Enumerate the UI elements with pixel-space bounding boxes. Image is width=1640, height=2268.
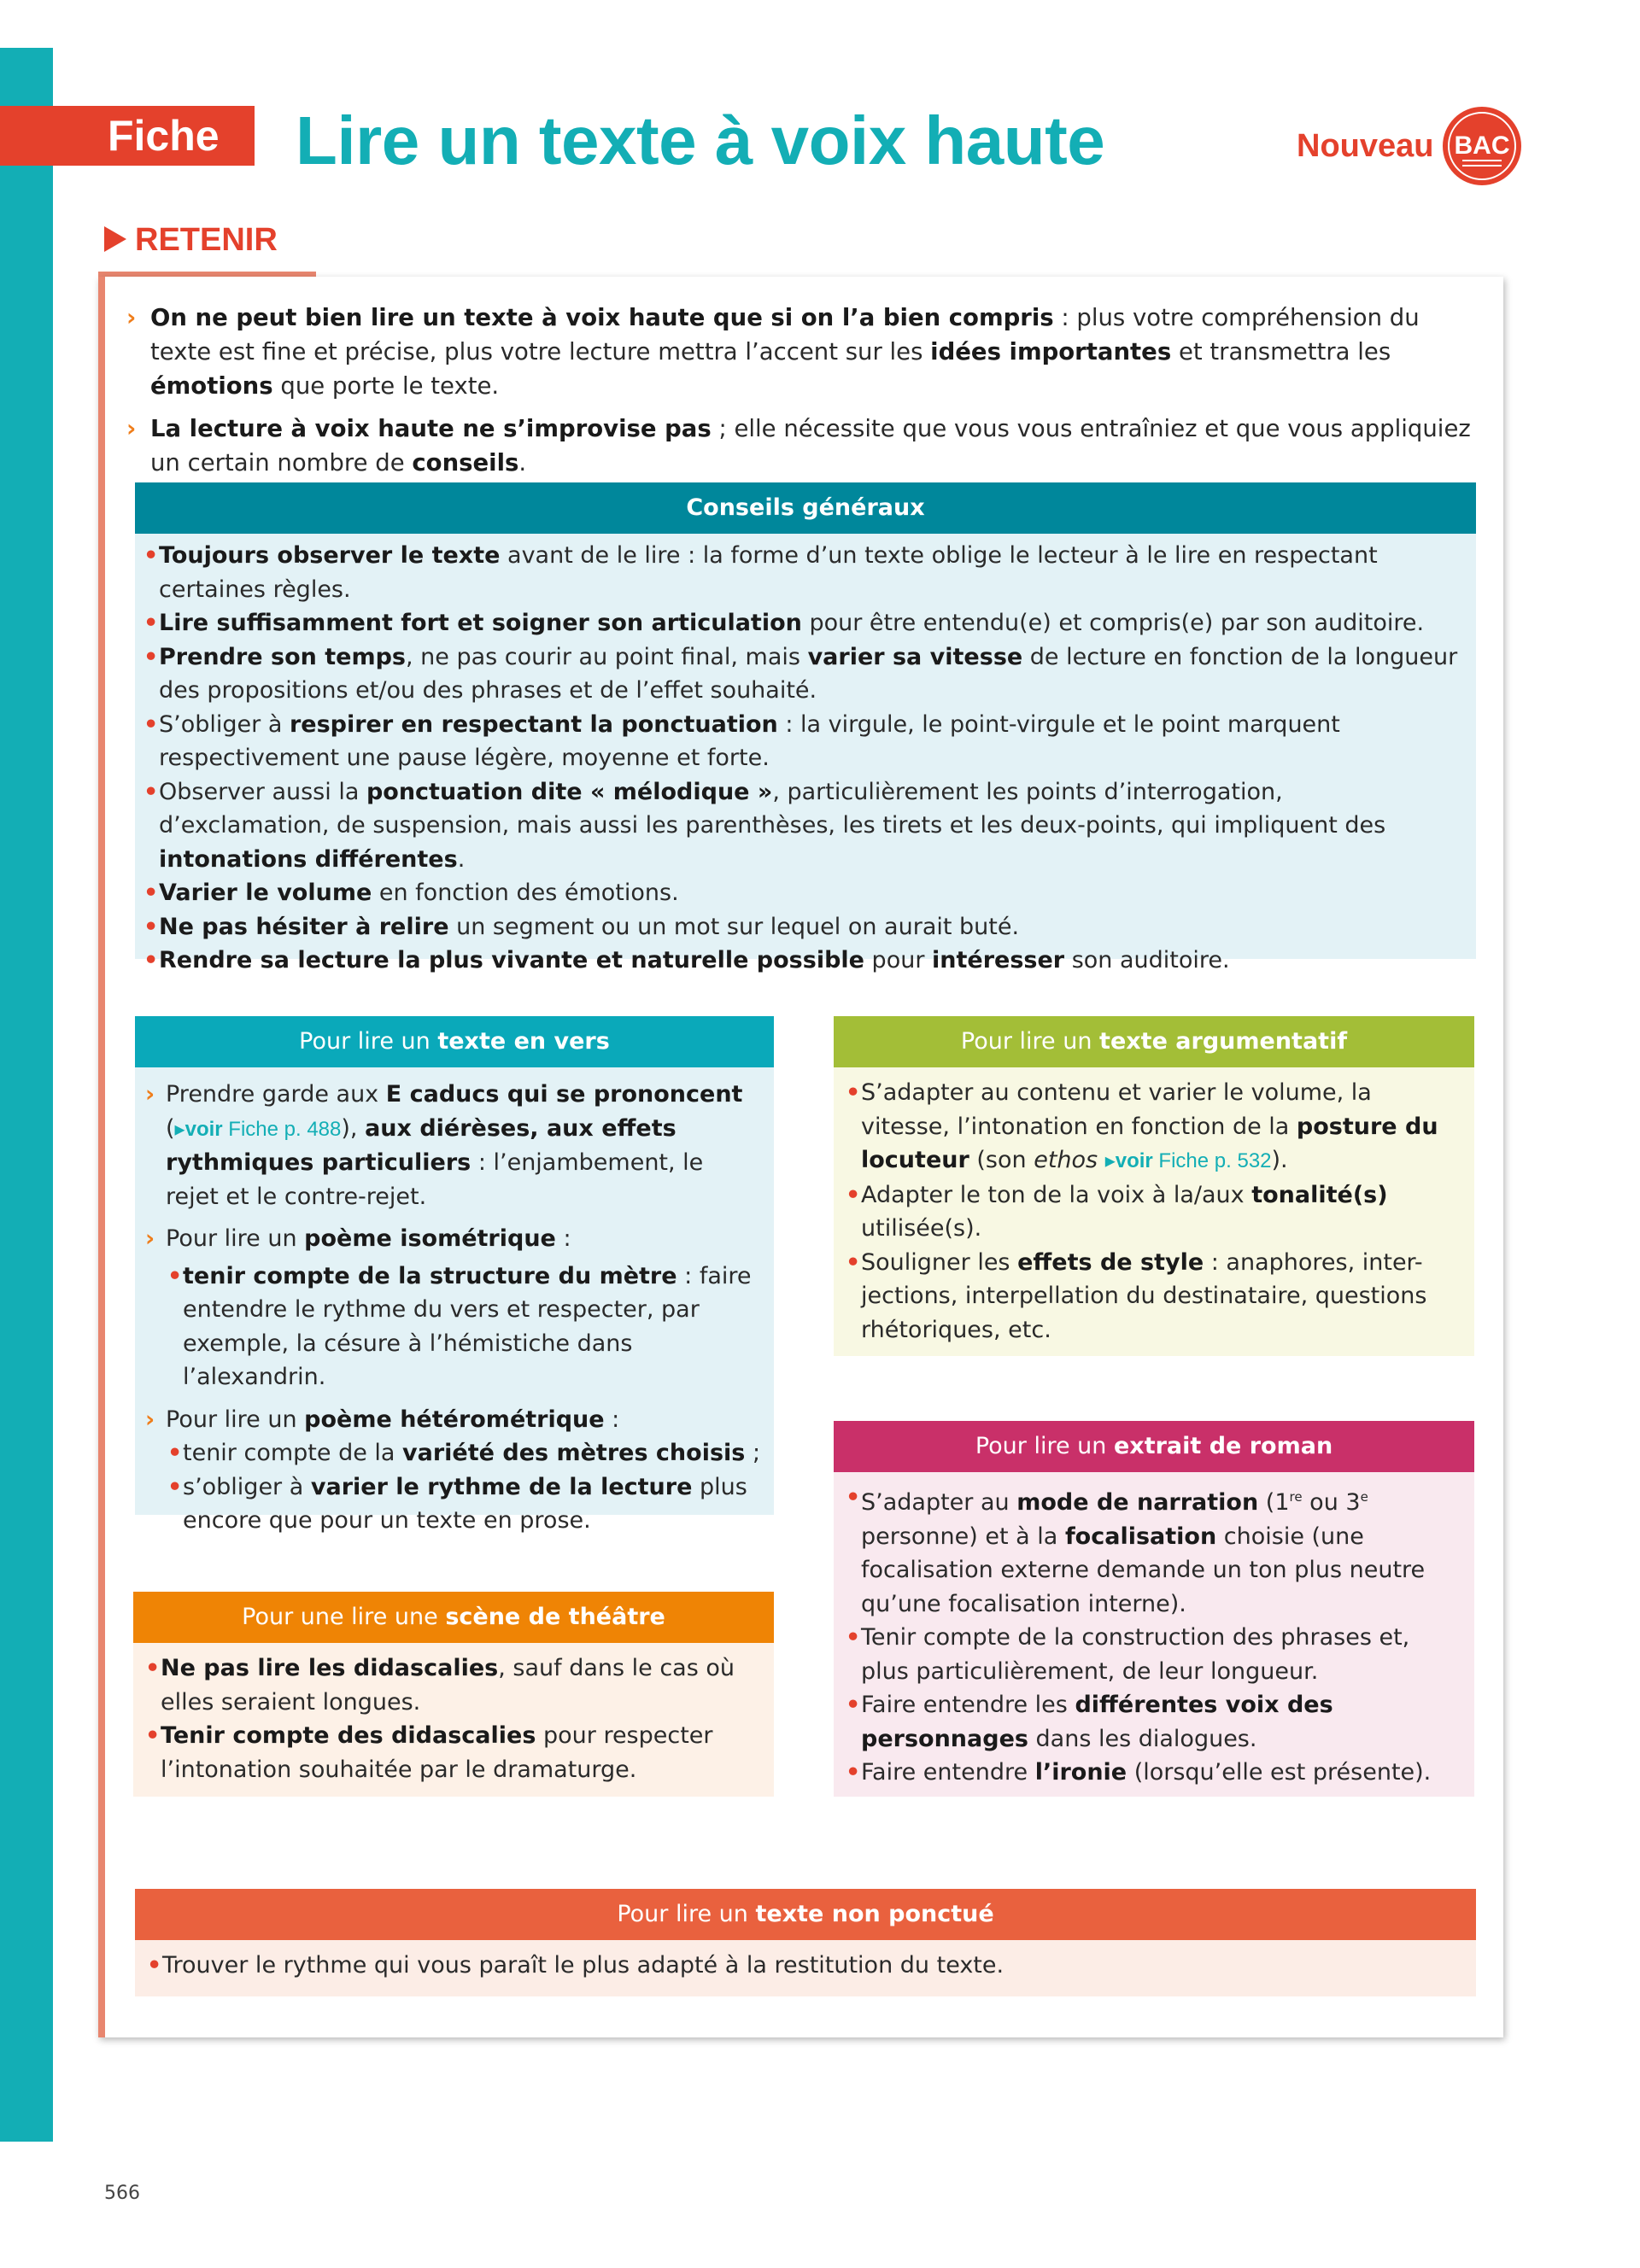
bullet-icon: • (167, 1262, 183, 1289)
sub-item (167, 1260, 762, 1394)
intro-text (126, 301, 1485, 488)
conseil-item (144, 910, 1459, 944)
list-item (145, 1403, 762, 1437)
conseil-item (144, 606, 1459, 640)
text-run: s’obliger à (183, 1473, 311, 1500)
bullet-icon: • (167, 1440, 183, 1466)
vers-list (135, 1067, 774, 1546)
argumentatif-list (834, 1067, 1474, 1357)
list-item (846, 1756, 1457, 1790)
text-run: Observer aussi la (159, 778, 366, 805)
bold-run: effets de style (1017, 1248, 1204, 1276)
sub-item (167, 1436, 762, 1470)
play-arrow-icon: ▸ (1104, 1149, 1116, 1172)
text-run: Pour lire un (166, 1406, 305, 1433)
text-run: plus encore que pour un texte en prose. (183, 1473, 747, 1534)
chevron-right-icon: › (126, 415, 137, 442)
bold-run: poème hétérométrique (304, 1406, 605, 1433)
intro-text-run: : plus votre compréhension du texte est fine et précise, plus votre lecture mettra l’accent sur les (150, 304, 1420, 365)
vers-title-bold: texte en vers (437, 1028, 610, 1055)
intro-text-run: et transmettra les (1171, 338, 1391, 365)
text-run: un segment ou un mot sur lequel on aurait buté. (448, 913, 1020, 940)
bold-run: Lire suffisamment fort et soigner son articulation (159, 610, 802, 636)
text-run: : faire entendre le rythme du vers et respecter, par exemple, la césure à l’hémistiche dans l’alexandrin. (183, 1262, 752, 1390)
text-run: : (555, 1225, 571, 1252)
text-run: S’adapter au (861, 1489, 1017, 1516)
voir-label: voir (184, 1117, 223, 1141)
text-run: , particulièrement les points d’interrogation, d’exclamation, de suspension, mais aussi les parenthèses, les tirets et les deux-points, qui impliquent des (159, 778, 1386, 839)
argumentatif-title-bold: texte argumentatif (1099, 1028, 1348, 1055)
intro-paragraph (126, 301, 1485, 403)
non-ponctue-title (135, 1889, 1476, 1940)
bold-run: varier le rythme de la lecture (310, 1473, 693, 1500)
bold-run: intonations différentes (159, 845, 458, 873)
text-run: choisie (une focalisation externe demande un ton plus neutre qu’une focalisation interne). (861, 1523, 1426, 1617)
page-title: Lire un texte à voix haute (296, 102, 1105, 178)
bullet-icon: • (167, 1473, 183, 1500)
list-item (846, 1076, 1457, 1178)
conseil-item (144, 775, 1459, 877)
italic-run: ethos (1034, 1147, 1098, 1173)
bullet-icon: • (846, 1759, 861, 1786)
bullet-icon: • (846, 1079, 861, 1106)
intro-bold: idées importantes (930, 338, 1172, 365)
superscript: re (1289, 1489, 1303, 1505)
intro-text-run: que porte le texte. (272, 372, 500, 400)
intro-bold: conseils (412, 449, 519, 476)
chevron-right-icon: › (145, 1081, 155, 1108)
bold-run: l’ironie (1034, 1759, 1128, 1786)
page-number: 566 (104, 2183, 140, 2204)
bullet-icon: • (846, 1484, 861, 1511)
text-run: utilisée(s). (861, 1215, 982, 1242)
text-run: (1 (1258, 1489, 1290, 1516)
conseil-item (144, 539, 1459, 606)
bold-run: respirer en respectant la ponctuation (289, 710, 778, 738)
chevron-right-icon: › (126, 304, 137, 331)
theatre-list (133, 1643, 774, 1797)
conseil-item (144, 708, 1459, 775)
argumentatif-title-pre: Pour lire un (960, 1028, 1100, 1055)
text-run: en fonction des émotions. (372, 880, 679, 906)
voir-link[interactable] (1105, 1149, 1272, 1172)
text-run: personne) et à la (861, 1523, 1065, 1550)
text-run: : (604, 1406, 620, 1433)
bullet-icon: • (144, 913, 159, 940)
intro-text-run: . (518, 449, 527, 476)
chevron-right-icon: › (145, 1225, 155, 1252)
bullet-icon: • (846, 1692, 861, 1718)
bullet-icon: • (144, 947, 159, 973)
list-item (846, 1621, 1457, 1688)
ref-label: Fiche p. 532 (1152, 1149, 1272, 1172)
text-run: (lorsqu’elle est présente). (1127, 1759, 1432, 1786)
non-ponctue-list (135, 1940, 1476, 1993)
bullet-icon: • (846, 1624, 861, 1651)
side-color-bar (0, 48, 53, 2142)
bold-run: Ne pas lire les didascalies (161, 1655, 499, 1681)
intro-text-run: ; elle nécessite que vous vous entraîniez et que vous appliquiez un certain nombre de (150, 415, 1471, 476)
intro-bold: émotions (150, 372, 273, 400)
list-item (846, 1481, 1457, 1621)
bold-run: Varier le volume (159, 880, 372, 906)
text-run: Tenir compte de la construction des phrases et, plus particulièrement, de leur longueur. (861, 1624, 1410, 1685)
roman-title (834, 1421, 1474, 1472)
conseils-list (135, 534, 1476, 986)
non-ponctue-title-bold: texte non ponctué (755, 1901, 994, 1927)
non-ponctue-box (135, 1889, 1476, 1996)
fiche-label: Fiche 1 (108, 112, 220, 219)
text-run: , ne pas courir au point final, mais (405, 643, 808, 670)
intro-bold: La lecture à voix haute ne s’improvise pas (150, 415, 712, 442)
list-item (846, 1178, 1457, 1246)
roman-title-bold: extrait de roman (1113, 1433, 1333, 1459)
bold-run: Ne pas hésiter à relire (159, 913, 449, 940)
text-run: Prendre garde aux (166, 1081, 386, 1108)
argumentatif-box (834, 1016, 1474, 1356)
bold-run: tenir compte de la structure du mètre (183, 1262, 677, 1289)
text-run: pour respecter l’intonation souhaitée par le dramaturge. (161, 1722, 713, 1783)
superscript: e (1360, 1489, 1368, 1505)
text-run: son auditoire. (1064, 947, 1230, 973)
bullet-icon: • (846, 1248, 861, 1276)
list-item (145, 1078, 762, 1213)
bullet-icon: • (145, 1722, 161, 1749)
text-run: : la virgule, le point-virgule et le point marquent respectivement une pause légère, moyenne et forte. (159, 710, 1340, 771)
bullet-icon: • (147, 1952, 162, 1979)
text-run: pour (864, 947, 933, 973)
bold-run: Prendre son temps (159, 643, 406, 670)
list-item (147, 1949, 1459, 1983)
sub-item (167, 1470, 762, 1538)
bullet-icon: • (144, 880, 159, 906)
bold-run: focalisation (1064, 1523, 1217, 1550)
voir-label: voir (1115, 1149, 1153, 1172)
conseils-box (135, 482, 1476, 973)
text-run: . (457, 845, 466, 873)
roman-title-pre: Pour lire un (975, 1433, 1114, 1459)
bold-run: Tenir compte des didascalies (161, 1722, 536, 1749)
play-arrow-icon: ▸ (174, 1117, 185, 1141)
text-run: Souligner les (861, 1248, 1018, 1276)
bullet-icon: • (144, 542, 159, 569)
bold-run: intéresser (932, 947, 1065, 973)
text-run: tenir compte de la (183, 1440, 403, 1466)
text-run: Faire entendre les (861, 1692, 1075, 1718)
roman-box (834, 1421, 1474, 1797)
non-ponctue-title-pre: Pour lire un (617, 1901, 756, 1927)
conseils-title (135, 482, 1476, 534)
text-run: ). (1271, 1147, 1288, 1173)
nouveau-label: Nouveau (1297, 128, 1434, 164)
text-run: ), (341, 1114, 366, 1142)
text-run: ou 3 (1302, 1489, 1361, 1516)
text-run: Adapter le ton de la voix à la/aux (861, 1181, 1252, 1208)
fiche-tag (0, 106, 255, 219)
text-run: Faire entendre (861, 1759, 1035, 1786)
vers-title-pre: Pour lire un (299, 1028, 438, 1055)
text-run: de lecture en fonction de la longueur des propositions et/ou des phrases et de l’effet souhaité. (159, 643, 1458, 704)
text-run: (son (969, 1147, 1034, 1173)
text-run: ; (745, 1440, 761, 1466)
text-run: Pour lire un (166, 1225, 305, 1252)
intro-bold: On ne peut bien lire un texte à voix haute que si on l’a bien compris (150, 304, 1054, 331)
bullet-icon: • (144, 710, 159, 738)
text-run: S’adapter au contenu et varier le volume, la vitesse, l’intonation en fonction de la (861, 1079, 1372, 1140)
bullet-icon: • (145, 1655, 161, 1681)
conseil-item (144, 640, 1459, 708)
bold-run: poème isométrique (304, 1225, 556, 1252)
bold-run: varier sa vitesse (807, 643, 1023, 670)
text-run: : anaphores, inter-jections, interpellation du destinataire, questions rhétoriques, etc. (861, 1248, 1427, 1343)
bold-run: posture du locuteur (861, 1113, 1438, 1173)
voir-link[interactable] (175, 1118, 342, 1141)
bold-run: Rendre sa lecture la plus vivante et naturelle possible (159, 947, 864, 973)
conseils-title-text: Conseils généraux (686, 494, 925, 521)
vers-title (135, 1016, 774, 1067)
bold-run: tonalité(s) (1251, 1181, 1388, 1208)
list-item (145, 1719, 757, 1786)
roman-list (834, 1472, 1474, 1800)
text-run: ( (166, 1114, 175, 1142)
theatre-box (133, 1592, 774, 1797)
play-arrow-icon (104, 226, 126, 252)
theatre-title-bold: scène de théâtre (445, 1604, 665, 1630)
bullet-icon: • (144, 643, 159, 670)
list-item (145, 1651, 757, 1719)
bold-run: aux diérèses, aux effets rythmiques particuliers (166, 1114, 676, 1176)
theatre-title (133, 1592, 774, 1643)
text-run: , sauf dans le cas où elles seraient longues. (161, 1655, 735, 1716)
list-item (846, 1246, 1457, 1347)
list-item (145, 1222, 762, 1256)
ref-label: Fiche p. 488 (222, 1117, 342, 1141)
text-run: dans les dialogues. (1028, 1725, 1257, 1752)
bold-run: E caducs qui se prononcent (385, 1081, 743, 1108)
chevron-right-icon: › (145, 1406, 155, 1433)
bullet-icon: • (144, 778, 159, 805)
text-run: Trouver le rythme qui vous paraît le plus adapté à la restitution du texte. (162, 1952, 1004, 1979)
text-run: pour être entendu(e) et compris(e) par son auditoire. (801, 610, 1425, 636)
bullet-icon: • (144, 610, 159, 636)
bold-run: différentes voix des personnages (861, 1692, 1333, 1752)
bullet-icon: • (846, 1181, 861, 1208)
intro-paragraph (126, 412, 1485, 480)
bold-run: variété des mètres choisis (402, 1440, 746, 1466)
bac-badge (1442, 106, 1522, 186)
bold-run: mode de narration (1016, 1489, 1259, 1516)
bac-label: BAC (1454, 132, 1510, 160)
bold-run: ponctuation dite « mélodique » (366, 778, 773, 805)
bold-run: Toujours observer le texte (159, 542, 501, 569)
conseil-item (144, 876, 1459, 910)
text-run: : l’enjambement, le rejet et le contre-rejet. (166, 1149, 704, 1210)
retenir-heading (104, 220, 278, 260)
list-item (846, 1688, 1457, 1756)
text-run: S’obliger à (159, 710, 290, 738)
argumentatif-title (834, 1016, 1474, 1067)
text-run: avant de le lire : la forme d’un texte oblige le lecteur à le lire en respectant certaines règles. (159, 542, 1378, 603)
retenir-label: RETENIR (135, 222, 278, 258)
vers-box (135, 1016, 774, 1534)
theatre-title-pre: Pour une lire une (242, 1604, 446, 1630)
conseil-item (144, 944, 1459, 978)
